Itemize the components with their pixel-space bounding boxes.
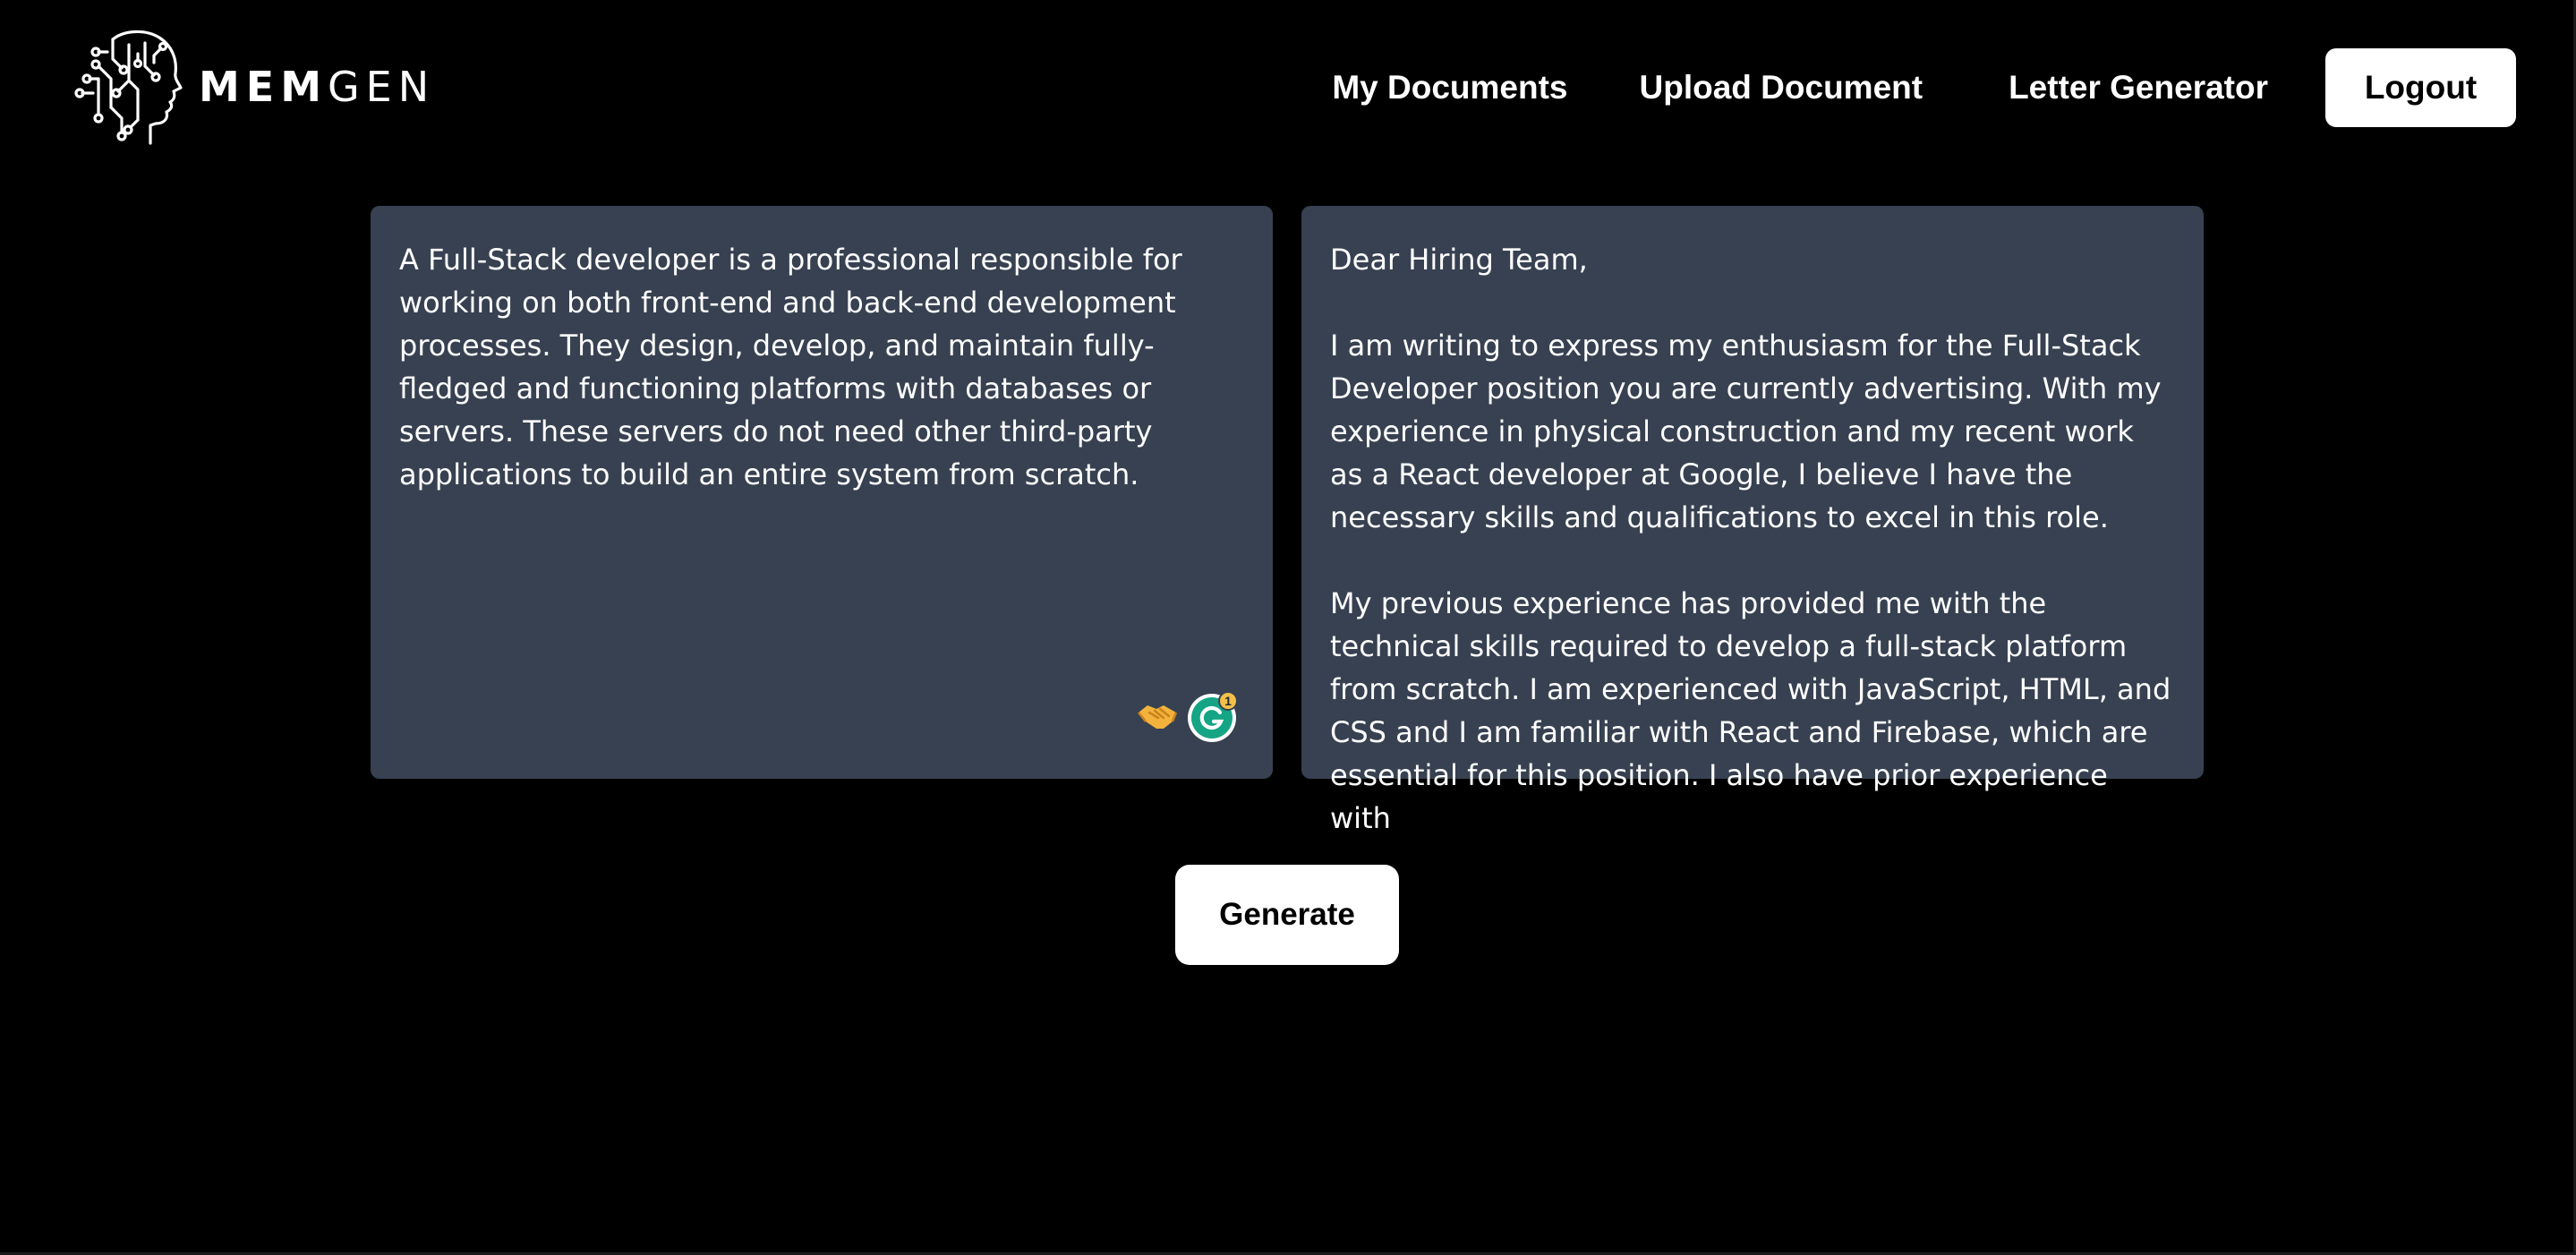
generated-letter-panel [1301, 206, 2204, 835]
nav-letter-generator[interactable]: Letter Generator [2009, 69, 2268, 106]
grammarly-icon[interactable] [1185, 689, 1239, 743]
brand-logo[interactable] [72, 27, 435, 147]
nav-upload-document[interactable]: Upload Document [1639, 69, 1923, 106]
top-nav [1332, 48, 2516, 127]
brand-name [199, 63, 435, 111]
handshake-icon[interactable] [1137, 700, 1178, 732]
grammarly-badge-count: 1 [1224, 694, 1232, 708]
circuit-head-icon [72, 27, 183, 147]
brand-name-bold: MEM [199, 63, 328, 111]
job-description-panel [371, 206, 1273, 779]
brand-name-light: GEN [327, 63, 436, 111]
extension-icons [1137, 689, 1239, 743]
generated-letter-text[interactable]: Dear Hiring Team, I am writing to express my enthusiasm for the Full-Stack Developer position you are currently advertising. With my experience in physical construction and my recent work as a React developer at Google, I believe I have the necessary skills and qualifications to excel in this role. My previous experience has provided me with the technical skills required to develop a full-stack platform from scratch. I am experienced with JavaScript, HTML, and CSS and I am familiar with React and Firebase, which are essential for this position. I also have prior experience with [1330, 243, 2171, 835]
generate-button[interactable]: Generate [1175, 865, 1399, 965]
logout-button[interactable]: Logout [2325, 48, 2516, 127]
nav-my-documents[interactable]: My Documents [1332, 69, 1568, 106]
